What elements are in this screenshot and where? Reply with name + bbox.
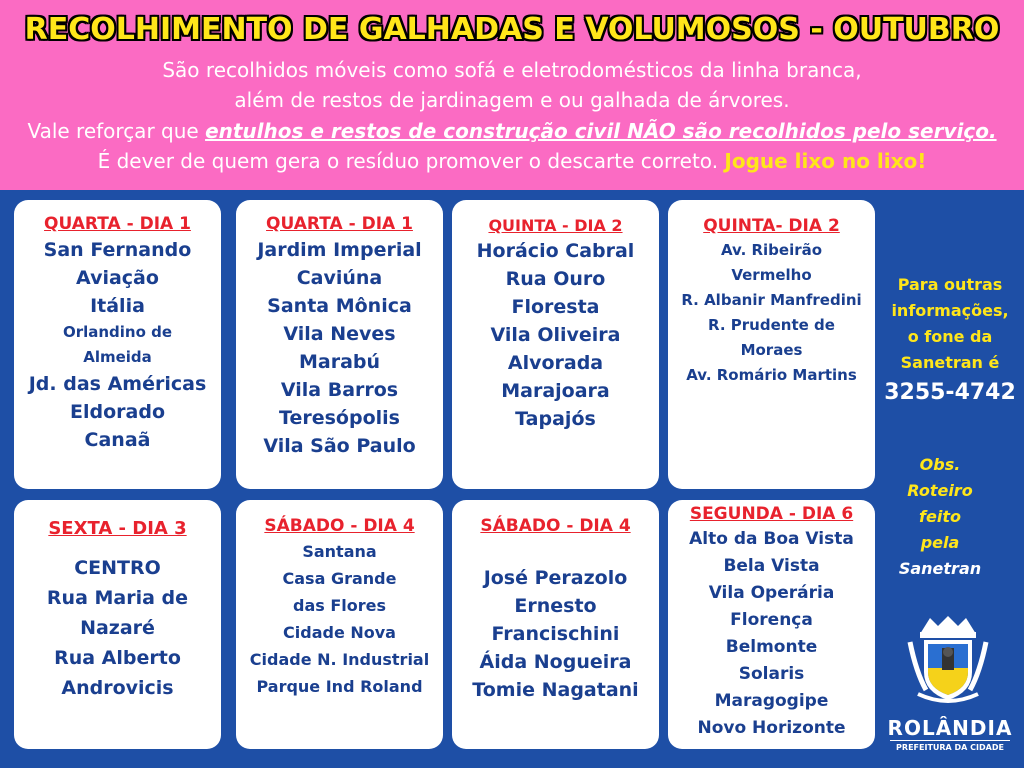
card-day: SÁBADO - DIA 4 bbox=[264, 516, 415, 536]
list-item: Casa Grande bbox=[282, 569, 397, 588]
header-line-1: São recolhidos móveis como sofá e eletrodomésticos da linha branca, bbox=[162, 58, 862, 82]
header-line-3-prefix: Vale reforçar que bbox=[27, 119, 206, 143]
schedule-card-3 bbox=[452, 200, 659, 489]
list-item: Santana bbox=[302, 542, 377, 561]
contact-info bbox=[880, 272, 1020, 376]
info-line: o fone da bbox=[907, 327, 993, 346]
card-items bbox=[668, 526, 875, 742]
schedule-card-1 bbox=[14, 200, 221, 489]
schedule-card-5 bbox=[14, 500, 221, 749]
list-item: Caviúna bbox=[296, 267, 383, 289]
header-line-4-highlight: Jogue lixo no lixo! bbox=[724, 149, 927, 173]
card-day: QUARTA - DIA 1 bbox=[266, 214, 413, 234]
list-item: Jd. das Américas bbox=[28, 373, 207, 395]
list-item: Vila Operária bbox=[708, 583, 835, 603]
list-item: Francischini bbox=[491, 623, 620, 645]
list-item: das Flores bbox=[292, 596, 386, 615]
schedule-card-8 bbox=[668, 500, 875, 749]
obs-line: Obs. bbox=[919, 455, 961, 474]
city-brand bbox=[886, 716, 1014, 752]
card-items bbox=[452, 564, 659, 704]
card-items bbox=[236, 236, 443, 460]
card-items bbox=[14, 236, 221, 454]
observation-note bbox=[880, 452, 1000, 582]
list-item: Solaris bbox=[738, 664, 805, 684]
list-item: Vila Oliveira bbox=[490, 324, 621, 346]
card-day: QUINTA - DIA 2 bbox=[488, 216, 623, 235]
list-item: Bela Vista bbox=[723, 556, 820, 576]
card-items bbox=[14, 553, 221, 703]
obs-line: Roteiro bbox=[907, 481, 973, 500]
page-title: RECOLHIMENTO DE GALHADAS E VOLUMOSOS - OUTUBRO bbox=[24, 12, 1000, 47]
info-line: Para outras bbox=[897, 275, 1003, 294]
list-item: Belmonte bbox=[725, 637, 818, 657]
header-line-3-emphasis: entulhos e restos de construção civil NÃO são recolhidos pelo serviço. bbox=[205, 119, 997, 143]
list-item: Moraes bbox=[740, 341, 803, 359]
list-item: Eldorado bbox=[70, 401, 165, 423]
card-day: SÁBADO - DIA 4 bbox=[480, 516, 631, 536]
card-day: QUINTA- DIA 2 bbox=[703, 216, 840, 236]
list-item: Tapajós bbox=[515, 408, 596, 430]
list-item: Vermelho bbox=[731, 266, 812, 284]
list-item: Alto da Boa Vista bbox=[689, 529, 854, 549]
list-item: Rua Ouro bbox=[505, 268, 606, 290]
list-item: Vila São Paulo bbox=[263, 435, 416, 457]
list-item: Nazaré bbox=[80, 617, 155, 639]
list-item: Tomie Nagatani bbox=[472, 679, 639, 701]
schedule-card-6 bbox=[236, 500, 443, 749]
list-item: Canaã bbox=[84, 429, 151, 451]
list-item: Parque Ind Roland bbox=[256, 677, 423, 696]
phone-number: 3255-4742 bbox=[884, 380, 1016, 405]
list-item: Orlandino de bbox=[62, 323, 173, 341]
card-day: QUARTA - DIA 1 bbox=[44, 214, 191, 234]
schedule-card-7 bbox=[452, 500, 659, 749]
list-item: Ernesto bbox=[514, 595, 597, 617]
list-item: Santa Mônica bbox=[267, 295, 412, 317]
info-line: Sanetran é bbox=[900, 353, 1000, 372]
list-item: Teresópolis bbox=[279, 407, 400, 429]
obs-line: Sanetran bbox=[898, 559, 982, 578]
list-item: Av. Romário Martins bbox=[686, 366, 857, 384]
header-line-4-prefix: É dever de quem gera o resíduo promover o descarte correto. bbox=[97, 149, 725, 173]
list-item: Almeida bbox=[83, 348, 152, 366]
list-item: Vila Neves bbox=[283, 323, 396, 345]
list-item: R. Albanir Manfredini bbox=[681, 291, 862, 309]
list-item: Cidade N. Industrial bbox=[249, 650, 430, 669]
list-item: Novo Horizonte bbox=[697, 718, 846, 738]
card-day: SEGUNDA - DIA 6 bbox=[689, 504, 854, 524]
list-item: Florença bbox=[730, 610, 813, 630]
obs-line: feito bbox=[919, 507, 961, 526]
list-item: Av. Ribeirão bbox=[720, 241, 823, 259]
list-item: Marajoara bbox=[501, 380, 610, 402]
card-items bbox=[236, 538, 443, 700]
list-item: Vila Barros bbox=[280, 379, 399, 401]
header-line-4 bbox=[0, 147, 1024, 175]
obs-line: pela bbox=[920, 533, 960, 552]
list-item: Maragogipe bbox=[714, 691, 829, 711]
list-item: Androvicis bbox=[61, 677, 174, 699]
card-items bbox=[668, 238, 875, 388]
list-item: Aviação bbox=[76, 267, 159, 289]
list-item: Áida Nogueira bbox=[479, 651, 632, 673]
schedule-card-2 bbox=[236, 200, 443, 489]
header-banner bbox=[0, 0, 1024, 190]
header-line-2: além de restos de jardinagem e ou galhada de árvores. bbox=[234, 88, 790, 112]
list-item: Itália bbox=[90, 295, 145, 317]
info-line: informações, bbox=[891, 301, 1009, 320]
list-item: José Perazolo bbox=[483, 567, 628, 589]
card-day: SEXTA - DIA 3 bbox=[48, 518, 187, 539]
header-line-3 bbox=[0, 117, 1024, 145]
schedule-card-4 bbox=[668, 200, 875, 489]
city-crest-icon bbox=[906, 612, 990, 708]
list-item: Floresta bbox=[511, 296, 600, 318]
list-item: Marabú bbox=[298, 351, 381, 373]
list-item: CENTRO bbox=[74, 557, 161, 579]
list-item: Rua Alberto bbox=[54, 647, 181, 669]
list-item: San Fernando bbox=[43, 239, 192, 261]
list-item: Horácio Cabral bbox=[476, 240, 635, 262]
list-item: Jardim Imperial bbox=[257, 239, 422, 261]
list-item: Rua Maria de bbox=[46, 587, 189, 609]
card-items bbox=[452, 237, 659, 433]
brand-name: ROLÂNDIA bbox=[887, 716, 1013, 740]
list-item: Cidade Nova bbox=[283, 623, 396, 642]
list-item: R. Prudente de bbox=[708, 316, 835, 334]
brand-subtitle: PREFEITURA DA CIDADE bbox=[890, 740, 1010, 752]
list-item: Alvorada bbox=[507, 352, 604, 374]
